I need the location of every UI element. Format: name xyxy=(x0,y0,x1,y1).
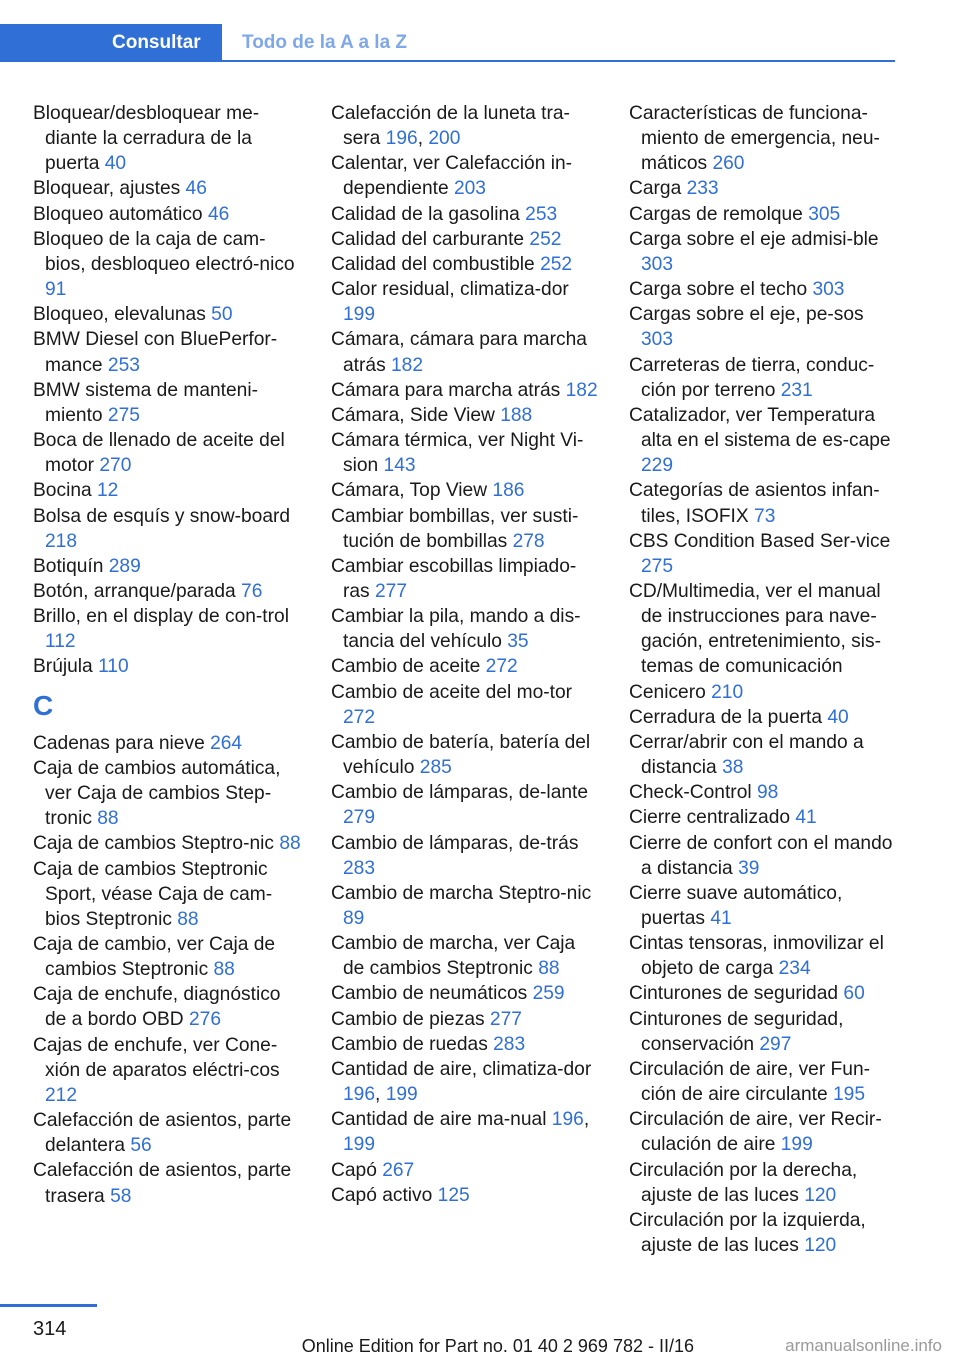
index-entry xyxy=(331,931,599,981)
page-link[interactable]: 110 xyxy=(98,656,129,678)
index-entry-term: Caja de enchufe, diagnóstico de a bordo OBD xyxy=(33,984,281,1031)
index-entry xyxy=(629,176,897,201)
index-entry-term: Cámara para marcha atrás xyxy=(331,379,566,401)
page-link[interactable]: 279 xyxy=(343,807,376,829)
page-link[interactable]: 264 xyxy=(210,732,243,754)
page-link[interactable]: 199 xyxy=(385,1084,418,1106)
index-entry xyxy=(629,1158,897,1208)
page-link[interactable]: 50 xyxy=(211,304,233,326)
page-link[interactable]: 253 xyxy=(525,203,558,225)
page-link[interactable]: 277 xyxy=(489,1008,522,1030)
page-link[interactable]: 199 xyxy=(780,1134,813,1156)
page-link[interactable]: 210 xyxy=(711,681,744,703)
index-entry xyxy=(331,504,599,554)
index-entry xyxy=(33,982,301,1032)
page-link[interactable]: 272 xyxy=(485,656,518,678)
index-entry xyxy=(629,403,897,478)
index-entry-term: Caja de cambios automática, ver Caja de cambios Step-tronic xyxy=(33,757,281,830)
page-link[interactable]: 199 xyxy=(343,304,376,326)
index-entry xyxy=(33,579,301,604)
index-entry-term: Cambiar bombillas, ver susti-tución de bombillas xyxy=(331,505,579,552)
index-entry xyxy=(33,932,301,982)
page-link[interactable]: 199 xyxy=(343,1134,376,1156)
page-link[interactable]: 234 xyxy=(778,958,811,980)
page-link[interactable]: 289 xyxy=(108,555,141,577)
index-entry-term: BMW sistema de manteni-miento xyxy=(33,379,258,426)
index-entry xyxy=(331,1007,599,1032)
index-entry-term: Cambio de marcha Steptro-nic xyxy=(331,882,592,904)
index-entry-term: Bloquear/desbloquear me-diante la cerradura de la puerta xyxy=(33,103,260,175)
page-link[interactable]: 272 xyxy=(343,706,376,728)
index-entry xyxy=(629,831,897,881)
page-link[interactable]: 89 xyxy=(343,908,365,929)
page-number: 314 xyxy=(33,1318,67,1340)
page-link[interactable]: 120 xyxy=(804,1235,837,1257)
index-column-2 xyxy=(331,101,599,1208)
index-entry xyxy=(331,680,599,730)
page-link[interactable]: 270 xyxy=(99,455,132,477)
index-entry-term: Cerrar/abrir con el mando a distancia xyxy=(629,731,864,779)
index-entry xyxy=(629,277,897,302)
page-link[interactable]: 229 xyxy=(641,455,674,477)
index-entry xyxy=(629,881,897,931)
index-entry-term: Bloquear, ajustes xyxy=(33,178,186,200)
index-entry xyxy=(33,428,301,478)
index-entry xyxy=(33,654,301,679)
index-entry xyxy=(33,604,301,654)
index-entry xyxy=(33,831,301,856)
index-entry xyxy=(629,202,897,227)
index-entry-term: Calefacción de la luneta tra-sera xyxy=(331,103,570,150)
index-entry-term: Capó xyxy=(331,1159,383,1181)
page-link[interactable]: 196 xyxy=(343,1084,376,1106)
index-entry xyxy=(331,101,599,151)
tab-todo-de-la-a-a-la-z[interactable]: Todo de la A a la Z xyxy=(242,32,408,53)
index-entry xyxy=(331,252,599,277)
page-link[interactable]: 297 xyxy=(759,1033,792,1055)
index-entry-term: Cambio de piezas xyxy=(331,1008,490,1030)
index-entry xyxy=(33,227,301,302)
index-entry xyxy=(331,403,599,428)
page-link[interactable]: 58 xyxy=(110,1185,132,1207)
index-entry xyxy=(331,327,599,377)
index-entry xyxy=(331,151,599,201)
page-link[interactable]: 233 xyxy=(686,178,719,200)
page-link[interactable]: 259 xyxy=(532,983,565,1005)
index-entry xyxy=(629,353,897,403)
page-link[interactable]: 125 xyxy=(437,1184,470,1206)
index-entry-term: Cinturones de seguridad, conservación xyxy=(629,1008,844,1055)
index-entry-term: Cintas tensoras, inmovilizar el objeto de carga xyxy=(629,933,884,980)
index-entry xyxy=(331,1032,599,1057)
index-entry xyxy=(629,1007,897,1057)
index-entry xyxy=(331,654,599,679)
page-link[interactable]: 40 xyxy=(104,153,127,175)
index-entry-term: Cambio de marcha, ver Caja de cambios Steptronic xyxy=(331,933,576,980)
index-entry-term: Calentar, ver Calefacción in-dependiente xyxy=(331,153,573,200)
index-entry xyxy=(331,981,599,1006)
index-entry xyxy=(331,1057,599,1107)
index-entry xyxy=(33,101,301,176)
index-entry-term: Cinturones de seguridad xyxy=(629,983,844,1005)
index-entry-term: Check-Control xyxy=(629,782,757,804)
page-link[interactable]: 41 xyxy=(710,908,732,929)
index-entry xyxy=(331,604,599,654)
index-entry xyxy=(331,478,599,503)
page-link[interactable]: 56 xyxy=(130,1135,152,1157)
index-entry xyxy=(331,730,599,780)
index-entry-term: Cámara, Side View xyxy=(331,404,501,426)
index-entry-term: Cadenas para nieve xyxy=(33,732,211,754)
page-link[interactable]: 39 xyxy=(738,857,760,879)
header-bar xyxy=(0,24,895,62)
index-entry xyxy=(33,504,301,554)
index-entry xyxy=(331,1158,599,1183)
page-link[interactable]: 98 xyxy=(756,782,779,804)
index-entry-term: Carreteras de tierra, conduc-ción por terreno xyxy=(629,354,875,401)
index-entry xyxy=(331,881,599,931)
index-entry-term: Cambio de lámparas, de-lante xyxy=(331,782,589,804)
edition-note: Online Edition for Part no. 01 40 2 969 782 - II/16 xyxy=(301,1336,694,1356)
page-link[interactable]: 305 xyxy=(808,203,841,225)
page-link[interactable]: 253 xyxy=(107,354,140,376)
index-entry-term: Cantidad de aire, climatiza-dor xyxy=(331,1058,592,1080)
index-entry-term: Cambio de aceite del mo-tor xyxy=(331,681,573,703)
header-rule xyxy=(0,60,895,62)
index-entry xyxy=(33,857,301,932)
index-entry xyxy=(629,680,897,705)
index-entry-term: Cambio de neumáticos xyxy=(331,983,533,1005)
page-separator: , xyxy=(583,1109,590,1131)
page-link[interactable]: 285 xyxy=(419,757,452,779)
index-entry xyxy=(629,478,897,528)
page-link[interactable]: 203 xyxy=(453,178,486,200)
page-link[interactable]: 120 xyxy=(804,1184,837,1206)
index-entry-term: Cenicero xyxy=(629,681,712,703)
index-entry-term: Cambio de batería, batería del vehículo xyxy=(331,731,591,779)
index-entry-term: Calidad de la gasolina xyxy=(331,203,526,225)
index-entry xyxy=(331,1107,599,1157)
index-entry-term: Categorías de asientos infan-tiles, ISOFIX xyxy=(629,480,880,527)
page-link[interactable]: 12 xyxy=(97,480,119,502)
index-entry-term: Catalizador, ver Temperatura alta en el sistema de es-cape xyxy=(629,404,891,452)
index-entry-term: Circulación de aire, ver Recir-culación de aire xyxy=(629,1109,882,1156)
page-link[interactable]: 88 xyxy=(213,959,235,981)
index-entry-term: Cambio de ruedas xyxy=(331,1033,494,1055)
index-entry xyxy=(629,101,897,176)
index-entry-term: Bloqueo, elevalunas xyxy=(33,304,212,326)
page-link[interactable]: 41 xyxy=(795,807,817,829)
index-entry-term: Caja de cambios Steptronic Sport, véase Caja de cam-bios Steptronic xyxy=(33,858,273,930)
page-link[interactable]: 275 xyxy=(107,404,140,426)
page-link[interactable]: 88 xyxy=(538,958,560,980)
index-entry-term: Carga xyxy=(629,178,687,200)
index-entry-term: Bolsa de esquís y snow-board xyxy=(33,505,291,527)
index-entry-term: Bloqueo de la caja de cam-bios, desbloqueo electró-nico xyxy=(33,228,295,275)
page-link[interactable]: 276 xyxy=(189,1009,222,1031)
index-entry xyxy=(33,731,301,756)
index-entry-term: Brújula xyxy=(33,656,99,678)
page-link[interactable]: 38 xyxy=(722,757,744,779)
index-entry-term: Caja de cambios Steptro-nic xyxy=(33,833,280,855)
index-entry-term: Cajas de enchufe, ver Cone-xión de aparatos eléctri-cos xyxy=(33,1034,280,1081)
index-entry xyxy=(331,780,599,830)
index-entry-term: Calefacción de asientos, parte trasera xyxy=(33,1160,292,1207)
page-link[interactable]: 88 xyxy=(97,808,119,830)
page-link[interactable]: 188 xyxy=(500,404,533,426)
page-link[interactable]: 252 xyxy=(529,228,562,250)
page-link[interactable]: 91 xyxy=(45,279,67,301)
index-entry xyxy=(33,478,301,503)
index-entry-term: Cambio de aceite xyxy=(331,656,486,678)
index-entry-term: CBS Condition Based Ser-vice xyxy=(629,530,891,552)
page-link[interactable]: 212 xyxy=(45,1084,78,1106)
page-link[interactable]: 182 xyxy=(391,354,424,376)
page-link[interactable]: 278 xyxy=(512,530,545,552)
page-link[interactable]: 303 xyxy=(641,253,674,275)
index-entry xyxy=(331,1183,599,1208)
index-entry-term: Botón, arranque/parada xyxy=(33,580,242,602)
index-entry xyxy=(33,1033,301,1108)
index-entry xyxy=(331,428,599,478)
index-entry-term: Cierre suave automático, puertas xyxy=(629,882,843,929)
page-link[interactable]: 143 xyxy=(383,455,416,477)
section-letter: C xyxy=(33,689,54,721)
page-link[interactable]: 252 xyxy=(540,253,573,275)
index-entry-term: Cámara, cámara para marcha atrás xyxy=(331,329,587,376)
page-link[interactable]: 283 xyxy=(343,857,376,879)
index-entry xyxy=(33,176,301,201)
page-link[interactable]: 88 xyxy=(279,833,301,855)
index-entry xyxy=(629,780,897,805)
index-entry-term: Boca de llenado de aceite del motor xyxy=(33,430,285,477)
page-link[interactable]: 277 xyxy=(375,580,408,602)
index-entry xyxy=(629,302,897,352)
index-entry-term: Cierre de confort con el mando a distancia xyxy=(629,832,893,879)
index-entry xyxy=(629,805,897,830)
page-link[interactable]: 275 xyxy=(641,555,674,577)
page-link[interactable]: 76 xyxy=(241,580,263,602)
page-link[interactable]: 196 xyxy=(551,1109,584,1131)
page-link[interactable]: 196 xyxy=(385,128,418,150)
index-entry-term: Cargas de remolque xyxy=(629,203,809,225)
index-entry xyxy=(629,1057,897,1107)
index-entry xyxy=(33,554,301,579)
page-link[interactable]: 112 xyxy=(45,631,76,653)
index-entry-term: Cámara, Top View xyxy=(331,480,493,502)
page-link[interactable]: 303 xyxy=(641,329,674,351)
index-entry xyxy=(33,1108,301,1158)
index-entry-term: Calidad del carburante xyxy=(331,228,530,250)
index-entry-term: Cantidad de aire ma-nual xyxy=(331,1109,552,1131)
index-entry xyxy=(331,277,599,327)
index-entry xyxy=(629,981,897,1006)
index-entry-term: Cierre centralizado xyxy=(629,807,796,829)
page-link[interactable]: 182 xyxy=(565,379,598,401)
index-entry xyxy=(331,227,599,252)
page-link[interactable]: 46 xyxy=(207,203,230,225)
page-link[interactable]: 73 xyxy=(754,505,776,527)
watermark: armanualsonline.info xyxy=(785,1336,942,1355)
index-entry-term: Circulación de aire, ver Fun-ción de aire circulante xyxy=(629,1058,871,1106)
index-entry xyxy=(33,378,301,428)
page-link[interactable]: 267 xyxy=(382,1159,415,1181)
index-entry xyxy=(33,327,301,377)
page-link[interactable]: 218 xyxy=(45,530,78,552)
index-entry xyxy=(629,931,897,981)
index-entry xyxy=(629,1208,897,1258)
index-entry-term: Cámara térmica, ver Night Vi-sion xyxy=(331,430,584,477)
index-entry-term: Cargas sobre el eje, pe-sos xyxy=(629,304,864,326)
index-entry-term: Bocina xyxy=(33,480,97,502)
page-link[interactable]: 40 xyxy=(827,706,849,728)
index-entry xyxy=(629,730,897,780)
index-entry-term: CD/Multimedia, ver el manual de instrucciones para nave-gación, entretenimiento, sis-temas de comunicación xyxy=(629,580,881,678)
index-entry xyxy=(33,756,301,831)
index-entry xyxy=(629,579,897,680)
page-separator: , xyxy=(417,128,429,150)
page-link[interactable]: 303 xyxy=(812,279,845,301)
page-link[interactable]: 186 xyxy=(492,480,525,502)
index-entry-term: Caja de cambio, ver Caja de cambios Steptronic xyxy=(33,934,276,981)
index-entry-term: Bloqueo automático xyxy=(33,203,208,225)
index-entry xyxy=(33,1158,301,1208)
index-entry-term: Calidad del combustible xyxy=(331,253,541,275)
index-entry-term: Calefacción de asientos, parte delantera xyxy=(33,1110,292,1157)
index-entry-term: Carga sobre el techo xyxy=(629,279,813,301)
tab-consultar[interactable]: Consultar xyxy=(0,24,222,62)
index-entry xyxy=(33,202,301,227)
index-entry-term: Circulación por la derecha, ajuste de las luces xyxy=(629,1159,858,1206)
index-entry-term: Capó activo xyxy=(331,1184,438,1206)
page-separator: , xyxy=(375,1084,386,1106)
index-entry xyxy=(629,227,897,277)
index-entry xyxy=(331,378,599,403)
index-entry-term: Circulación por la izquierda, ajuste de las luces xyxy=(629,1209,866,1257)
index-entry xyxy=(629,1107,897,1157)
index-column-1 xyxy=(33,101,301,1209)
page-link[interactable]: 35 xyxy=(507,631,529,653)
index-entry-term: Brillo, en el display de con-trol xyxy=(33,606,289,628)
index-entry-term: Características de funciona-miento de emergencia, neu-máticos xyxy=(629,103,880,175)
index-entry xyxy=(629,705,897,730)
index-entry xyxy=(629,529,897,579)
page-link[interactable]: 283 xyxy=(493,1033,526,1055)
index-entry-term: BMW Diesel con BluePerfor-mance xyxy=(33,329,278,376)
footer-rule xyxy=(0,1304,97,1307)
index-entry-term: Cerradura de la puerta xyxy=(629,706,828,728)
index-column-3 xyxy=(629,101,897,1258)
page-link[interactable]: 231 xyxy=(780,379,813,401)
index-entry xyxy=(331,831,599,881)
index-entry-term: Cambio de lámparas, de-trás xyxy=(331,832,579,854)
index-entry xyxy=(331,554,599,604)
page-link[interactable]: 60 xyxy=(843,983,865,1005)
page-link[interactable]: 200 xyxy=(428,128,461,150)
index-entry-term: Cambiar escobillas limpiado-ras xyxy=(331,555,577,602)
page-link[interactable]: 195 xyxy=(832,1084,865,1106)
page-link[interactable]: 46 xyxy=(185,178,207,200)
index-entry-term: Calor residual, climatiza-dor xyxy=(331,279,569,301)
index-entry-term: Cambiar la pila, mando a dis-tancia del vehículo xyxy=(331,606,581,653)
index-entry-term: Carga sobre el eje admisi-ble xyxy=(629,228,879,250)
page-link[interactable]: 260 xyxy=(712,153,745,175)
index-entry xyxy=(331,202,599,227)
index-entry-term: Botiquín xyxy=(33,555,109,577)
page-link[interactable]: 88 xyxy=(177,908,199,930)
index-entry xyxy=(33,302,301,327)
